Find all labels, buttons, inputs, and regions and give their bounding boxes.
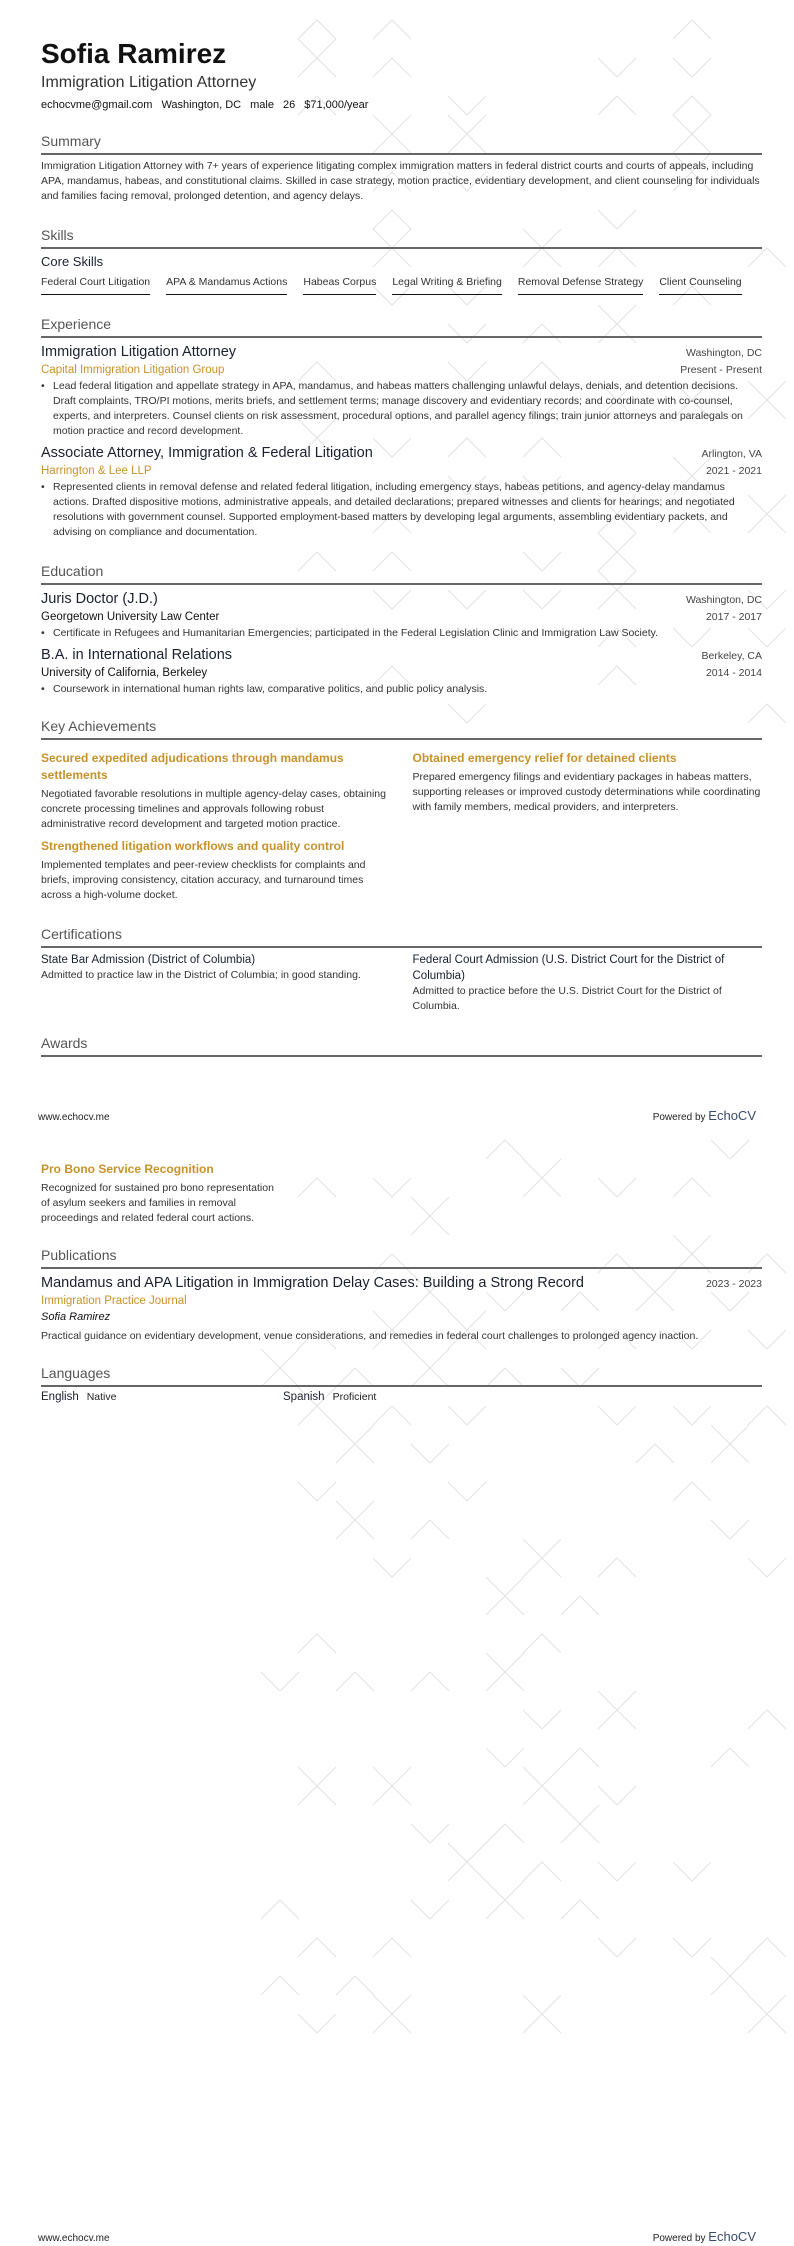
publisher: Immigration Practice Journal: [41, 1295, 187, 1307]
achievement-title: Strengthened litigation workflows and quality control: [41, 839, 345, 853]
award-title: Pro Bono Service Recognition: [41, 1162, 214, 1176]
publications-heading: Publications: [41, 1247, 117, 1263]
company-name: Capital Immigration Litigation Group: [41, 364, 225, 376]
achievement-title: Obtained emergency relief for detained clients: [412, 751, 677, 765]
job-location: Arlington, VA: [701, 448, 762, 460]
divider: [41, 738, 762, 740]
divider: [41, 153, 762, 155]
candidate-name: Sofia Ramirez: [41, 38, 227, 69]
skill-tag: APA & Mandamus Actions: [166, 275, 287, 295]
award-item: [41, 1161, 281, 1226]
contact-age: 26: [282, 99, 296, 111]
certifications-grid: [41, 952, 762, 1014]
footer-powered-by: [653, 1108, 756, 1123]
certification-item: [41, 952, 391, 1014]
language-name: Spanish: [283, 1391, 325, 1403]
languages-heading: Languages: [41, 1365, 111, 1381]
publication-text: Practical guidance on evidentiary development, venue considerations, and remedies in federal court challenges to prolonged agency inaction.: [41, 1330, 699, 1342]
education-bullet: • Coursework in international human rights law, comparative politics, and public policy analysis.: [41, 682, 762, 697]
education-entry: [41, 590, 762, 641]
divider: [41, 336, 762, 338]
experience-entry: [41, 343, 762, 439]
skill-tag: Habeas Corpus: [303, 275, 376, 295]
degree: B.A. in International Relations: [41, 647, 233, 663]
summary-heading: Summary: [41, 133, 101, 149]
achievements-grid: [41, 744, 762, 903]
language-item: [41, 1391, 283, 1403]
education-bullet: • Certificate in Refugees and Humanitarian Emergencies; participated in the Federal Legislation Clinic and Immigration Law Society.: [41, 626, 762, 641]
certification-text: Admitted to practice law in the District of Columbia; in good standing.: [41, 969, 361, 981]
contact-gender: male: [250, 99, 274, 111]
achievement-item: [41, 750, 391, 832]
contact-location: Washington, DC: [161, 99, 242, 111]
job-bullet: • Represented clients in removal defense and related federal litigation, including emergency stays, habeas petitions, and agency-delay mandamus actions. Drafted dispositive motions, administrative appeals, and detailed declarations; prepared witnesses and clients for hearings; and negotiated resolutions with government counsel. Supported employment-based matters by developing legal arguments, assembling evidentiary packets, and advising on compliance and documentation.: [41, 480, 762, 540]
achievement-text: Prepared emergency filings and evidentiary packages in habeas matters, supporting releases or improved custody determinations while coordinating with family members, medical providers, and interpreters.: [412, 771, 761, 813]
contact-email: echocvme@gmail.com: [41, 99, 153, 111]
school-location: Washington, DC: [685, 594, 762, 606]
achievements-heading: Key Achievements: [41, 718, 157, 734]
achievement-text: Implemented templates and peer-review checklists for complaints and briefs, improving consistency, citation accuracy, and turnaround times across a high-volume docket.: [41, 859, 366, 901]
certifications-heading: Certifications: [41, 926, 122, 942]
language-level: Proficient: [332, 1391, 377, 1403]
certification-item: [413, 952, 763, 1014]
powered-by-label: Powered by: [652, 1112, 706, 1123]
certification-text: Admitted to practice before the U.S. District Court for the District of Columbia.: [412, 985, 722, 1012]
publication-title: Mandamus and APA Litigation in Immigration Delay Cases: Building a Strong Record: [41, 1275, 584, 1291]
skill-tags: [41, 275, 762, 295]
achievement-item: [413, 750, 763, 815]
education-dates: 2017 - 2017: [705, 611, 762, 623]
education-dates: 2014 - 2014: [705, 667, 762, 679]
footer-site-link[interactable]: www.echocv.me: [38, 1112, 110, 1123]
job-location: Washington, DC: [685, 347, 762, 359]
skill-group-title: Core Skills: [41, 254, 104, 269]
job-title: Associate Attorney, Immigration & Federal Litigation: [41, 445, 373, 461]
skill-tag: Removal Defense Strategy: [518, 275, 643, 295]
language-item: [283, 1391, 525, 1403]
skill-tag: Legal Writing & Briefing: [392, 275, 502, 295]
brand-logo: EchoCV: [708, 2229, 756, 2244]
school-location: Berkeley, CA: [701, 650, 762, 662]
page-2: [0, 1123, 794, 2246]
award-text: Recognized for sustained pro bono representation of asylum seekers and families in removal proceedings and related federal court actions.: [41, 1182, 274, 1224]
brand-logo: EchoCV: [708, 1108, 756, 1123]
certification-title: Federal Court Admission (U.S. District Court for the District of Columbia): [412, 954, 725, 982]
divider: [41, 1055, 762, 1057]
achievement-text: Negotiated favorable resolutions in multiple agency-delay cases, obtaining concrete processing timelines and approvals following robust administrative record development and targeted motion practice.: [41, 788, 386, 830]
experience-entry: [41, 444, 762, 540]
divider: [41, 1385, 762, 1387]
job-dates: 2021 - 2021: [705, 465, 762, 477]
school-name: Georgetown University Law Center: [41, 611, 220, 623]
contact-line: [41, 98, 762, 112]
publication-author: Sofia Ramirez: [41, 1311, 111, 1323]
language-name: English: [41, 1391, 79, 1403]
languages-list: [41, 1391, 762, 1403]
achievement-item: [41, 838, 391, 903]
degree: Juris Doctor (J.D.): [41, 591, 158, 607]
footer-site-link[interactable]: www.echocv.me: [38, 2233, 110, 2244]
summary-text: Immigration Litigation Attorney with 7+ years of experience litigating complex immigration matters in federal district courts and courts of appeals, including APA, mandamus, habeas, and constitutional claims. Skilled in case strategy, motion practice, evidentiary development, and client counseling for individuals and families facing removal, prolonged detention, and agency delays.: [41, 160, 760, 202]
job-title: Immigration Litigation Attorney: [41, 344, 237, 360]
divider: [41, 1267, 762, 1269]
skills-heading: Skills: [41, 227, 74, 243]
experience-heading: Experience: [41, 316, 112, 332]
powered-by-label: Powered by: [652, 2233, 706, 2244]
language-level: Native: [86, 1391, 117, 1403]
job-dates: Present - Present: [680, 364, 762, 376]
education-entry: [41, 646, 762, 697]
company-name: Harrington & Lee LLP: [41, 465, 152, 477]
awards-heading: Awards: [41, 1035, 88, 1051]
footer-powered-by: [653, 2229, 756, 2244]
publication-entry: [41, 1274, 762, 1344]
divider: [41, 583, 762, 585]
skill-tag: Client Counseling: [659, 275, 741, 295]
divider: [41, 946, 762, 948]
candidate-title: Immigration Litigation Attorney: [41, 74, 257, 91]
education-heading: Education: [41, 563, 104, 579]
job-bullet: • Lead federal litigation and appellate strategy in APA, mandamus, and habeas matters challenging unlawful delays, denials, and detention decisions. Draft complaints, TRO/PI motions, merits briefs, and settlement terms; manage discovery and evidentiary records; and coordinate with co-counsel, experts, and interpreters. Counsel clients on risk assessment, procedural options, and parallel agency filings; train junior attorneys and paralegals on motion practice and record development.: [41, 379, 762, 439]
achievement-title: Secured expedited adjudications through mandamus settlements: [41, 751, 344, 782]
skill-tag: Federal Court Litigation: [41, 275, 150, 295]
certification-title: State Bar Admission (District of Columbia): [41, 954, 256, 966]
school-name: University of California, Berkeley: [41, 667, 208, 679]
divider: [41, 247, 762, 249]
contact-salary: $71,000/year: [304, 99, 369, 111]
publication-dates: 2023 - 2023: [705, 1278, 762, 1290]
